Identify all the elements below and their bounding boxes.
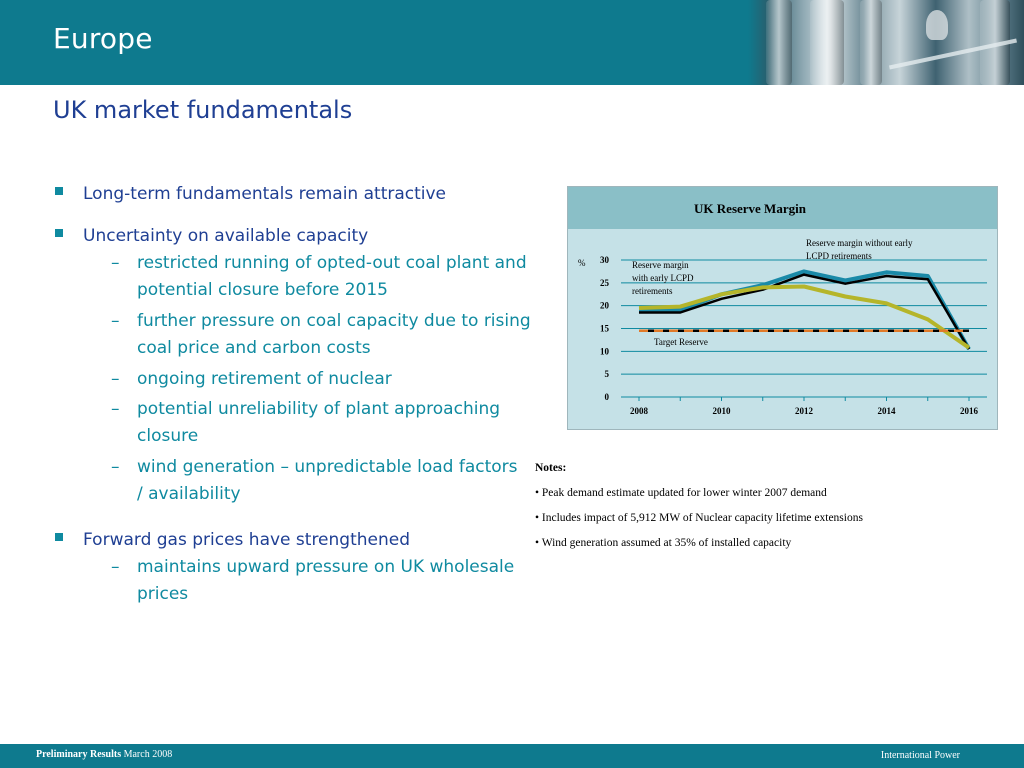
annotation-with-early-3: retirements bbox=[632, 286, 673, 296]
header-bar bbox=[0, 0, 1024, 85]
y-axis-label: % bbox=[578, 258, 586, 268]
sub-dash: – bbox=[111, 369, 120, 389]
note-item: • Includes impact of 5,912 MW of Nuclear capacity lifetime extensions bbox=[535, 512, 863, 524]
sub-dash: – bbox=[111, 557, 120, 577]
x-tick-label: 2012 bbox=[795, 406, 813, 416]
y-tick-label: 25 bbox=[600, 277, 609, 288]
chart-title: UK Reserve Margin bbox=[694, 201, 806, 216]
bullet-2-text: Uncertainty on available capacity bbox=[83, 226, 369, 246]
annotation-with-early-1: Reserve margin bbox=[632, 260, 689, 270]
annotation-with-early-2: with early LCPD bbox=[632, 273, 694, 283]
y-tick-label: 5 bbox=[604, 369, 609, 380]
chart-plot bbox=[568, 187, 997, 429]
annotation-without-early-1: Reserve margin without early bbox=[806, 238, 913, 248]
sub-dash: – bbox=[111, 399, 120, 419]
sub-bullet-2-1: restricted running of opted-out coal plant and potential closure before 2015 bbox=[137, 253, 527, 300]
x-tick-label: 2008 bbox=[630, 406, 648, 416]
sub-bullet-2-2: further pressure on coal capacity due to rising coal price and carbon costs bbox=[137, 311, 531, 358]
x-tick-label: 2010 bbox=[712, 406, 731, 416]
bullet-square-icon bbox=[55, 533, 63, 541]
sub-bullet-2-5: wind generation – unpredictable load factors / availability bbox=[137, 457, 518, 504]
bullet-square-icon bbox=[55, 187, 63, 195]
y-tick-label: 0 bbox=[604, 392, 609, 402]
note-item: • Wind generation assumed at 35% of installed capacity bbox=[535, 537, 792, 549]
footer-bar bbox=[0, 744, 1024, 768]
sub-bullet-2-3: ongoing retirement of nuclear bbox=[137, 369, 392, 389]
note-item: • Peak demand estimate updated for lower winter 2007 demand bbox=[535, 487, 827, 499]
x-tick-label: 2016 bbox=[960, 406, 978, 416]
region-title: Europe bbox=[53, 22, 153, 55]
slide-title: UK market fundamentals bbox=[53, 96, 353, 124]
sub-bullet-3-1: maintains upward pressure on UK wholesale prices bbox=[137, 557, 515, 604]
bullet-3-text: Forward gas prices have strengthened bbox=[83, 530, 411, 550]
notes-heading: Notes: bbox=[535, 462, 567, 474]
y-tick-label: 15 bbox=[600, 323, 609, 334]
sub-dash: – bbox=[111, 457, 120, 477]
bullet-square-icon bbox=[55, 229, 63, 237]
y-tick-label: 10 bbox=[600, 346, 609, 357]
header-photo bbox=[748, 0, 1024, 85]
x-tick-label: 2014 bbox=[877, 406, 896, 416]
sub-dash: – bbox=[111, 253, 120, 273]
y-tick-label: 20 bbox=[600, 300, 609, 311]
annotation-target: Target Reserve bbox=[654, 337, 708, 347]
reserve-margin-chart bbox=[567, 186, 998, 430]
bullet-1-text: Long-term fundamentals remain attractive bbox=[83, 184, 447, 204]
footer-left: Preliminary Results March 2008 bbox=[36, 749, 173, 760]
sub-dash: – bbox=[111, 311, 120, 331]
annotation-without-early-2: LCPD retirements bbox=[806, 251, 872, 261]
sub-bullet-2-4: potential unreliability of plant approaching closure bbox=[137, 399, 501, 446]
footer-company: International Power bbox=[880, 750, 960, 761]
y-tick-label: 30 bbox=[600, 255, 609, 265]
